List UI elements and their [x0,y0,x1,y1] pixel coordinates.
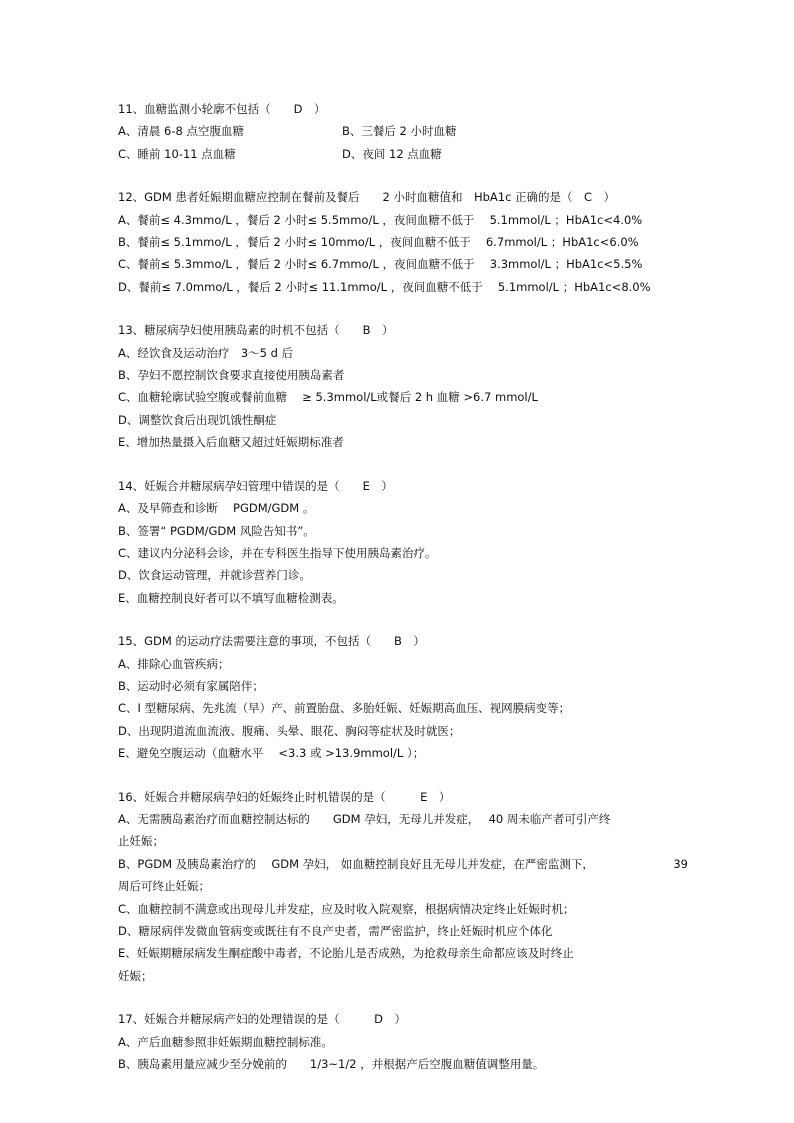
option-row [118,120,688,142]
question-11 [118,98,688,165]
question-stem: 12、GDM 患者妊娠期血糖应控制在餐前及餐后 2 小时血糖值和 HbA1c 正确的是（ C ） [118,190,616,205]
question-stem: 17、妊娠合并糖尿病产妇的处理错误的是（ D ） [118,1012,406,1027]
option-d: D、夜间 12 点血糖 [342,146,442,161]
option-b: B、三餐后 2 小时血糖 [342,124,457,139]
option-b: B、餐前≤ 5.1mmo/L ，餐后 2 小时≤ 10mmo/L ，夜间血糖不低于 6.7mmol/L ；HbA1c<6.0% [118,235,639,250]
option-d: D、调整饮食后出现饥饿性酮症 [118,412,277,427]
question-17 [118,1008,688,1075]
option-a: A、排除心血管疾病； [118,656,230,671]
option-b-week-number: 39 [673,856,688,871]
question-12 [118,186,688,298]
option-e: E、避免空腹运动（血糖水平 <3.3 或 >13.9mmol/L ）； [118,746,425,761]
option-d: D、糖尿病伴发微血管病变或既往有不良产史者，需严密监护，终止妊娠时机应个体化 [118,924,553,938]
option-a-continued: 止妊娠； [118,834,164,849]
option-e: E、血糖控制良好者可以不填写血糖检测表。 [118,590,344,605]
option-b: B、签署“ PGDM/GDM 风险告知书”。 [118,523,315,538]
option-e-continued: 妊娠； [118,968,153,983]
option-d: D、出现阴道流血流液、腹痛、头晕、眼花、胸闷等症状及时就医； [118,723,461,738]
option-c: C、建议内分泌科会诊，并在专科医生指导下使用胰岛素治疗。 [118,545,437,560]
option-row [118,143,688,165]
option-c: C、睡前 10-11 点血糖 [118,146,236,161]
option-c: C、血糖轮廓试验空腹或餐前血糖 ≥ 5.3mmol/L或餐后 2 h 血糖 >6.7 mmol/L [118,390,538,405]
option-b: B、孕妇不愿控制饮食要求直接使用胰岛素者 [118,368,345,383]
option-b [118,853,688,875]
question-16 [118,786,688,988]
option-b: B、胰岛素用量应减少至分娩前的 1/3~1/2 ，并根据产后空腹血糖值调整用量。 [118,1057,545,1072]
question-14 [118,475,688,609]
option-e: E、增加热量摄入后血糖又超过妊娠期标准者 [118,435,344,450]
option-c: C、餐前≤ 5.3mmo/L ，餐后 2 小时≤ 6.7mmo/L ，夜间血糖不低于 3.3mmol/L ；HbA1c<5.5% [118,257,643,272]
question-13 [118,319,688,453]
option-e: E、妊娠期糖尿病发生酮症酸中毒者，不论胎儿是否成熟，为抢救母亲生命都应该及时终止 [118,946,574,961]
question-15 [118,630,688,764]
question-stem: 13、糖尿病孕妇使用胰岛素的时机不包括（ B ） [118,323,394,338]
option-a: A、及早筛查和诊断 PGDM/GDM 。 [118,501,315,516]
option-a: A、产后血糖参照非妊娠期血糖控制标准。 [118,1034,333,1049]
question-stem: 16、妊娠合并糖尿病孕妇的妊娠终止时机错误的是（ E ） [118,789,451,804]
option-b-continued: 周后可终止妊娠； [118,879,210,894]
question-stem: 11、血糖监测小轮廓不包括（ D ） [118,102,326,116]
option-a: A、无需胰岛素治疗而血糖控制达标的 GDM 孕妇，无母儿并发症， 40 周未临产者可引产终 [118,811,611,826]
option-a: A、经饮食及运动治疗 3～5 d 后 [118,345,294,360]
document-page [118,98,688,1096]
question-stem: 14、妊娠合并糖尿病孕妇管理中错误的是（ E ） [118,478,393,493]
option-b: B、运动时必须有家属陪伴； [118,678,264,693]
option-d: D、餐前≤ 7.0mmo/L ，餐后 2 小时≤ 11.1mmo/L ，夜间血糖不低于 5.1mmol/L ；HbA1c<8.0% [118,279,651,294]
option-c: C、血糖控制不满意或出现母儿并发症，应及时收入院观察，根据病情决定终止妊娠时机； [118,901,575,916]
option-c: C、I 型糖尿病、先兆流（早）产、前置胎盘、多胎妊娠、妊娠期高血压、视网膜病变等； [118,701,571,716]
option-a: A、餐前≤ 4.3mmo/L ，餐后 2 小时≤ 5.5mmo/L ，夜间血糖不低于 5.1mmol/L ；HbA1c<4.0% [118,212,643,227]
option-b-text: B、PGDM 及胰岛素治疗的 GDM 孕妇， 如血糖控制良好且无母儿并发症，在严密监测下， [118,856,594,871]
question-stem: 15、GDM 的运动疗法需要注意的事项，不包括（ B ） [118,634,425,649]
option-a: A、清晨 6-8 点空腹血糖 [118,124,244,139]
option-d: D、饮食运动管理，并就诊营养门诊。 [118,568,311,583]
